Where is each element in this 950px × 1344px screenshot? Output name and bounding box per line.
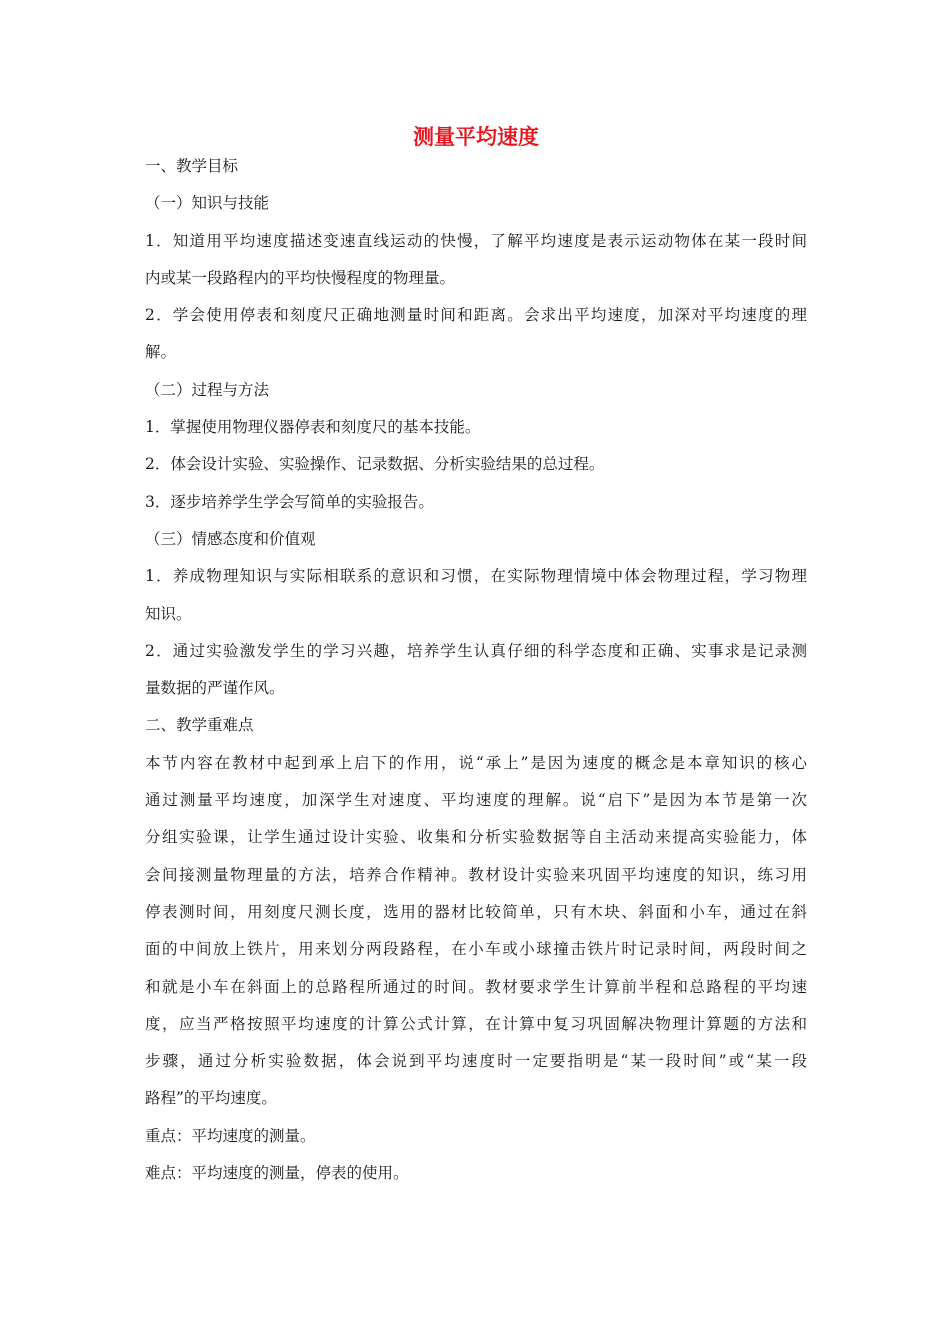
text-line: 度，应当严格按照平均速度的计算公式计算，在计算中复习巩固解决物理计算题的方法和 (145, 1014, 807, 1033)
text-line: 难点：平均速度的测量，停表的使用。 (145, 1164, 409, 1183)
text-line: （三）情感态度和价值观 (145, 529, 316, 548)
text-line: 停表测时间，用刻度尺测长度，选用的器材比较简单，只有木块、斜面和小车，通过在斜 (145, 902, 807, 921)
text-line: 量数据的严谨作风。 (145, 679, 285, 698)
text-line: 2．体会设计实验、实验操作、记录数据、分析实验结果的总过程。 (145, 455, 605, 474)
text-line: 和就是小车在斜面上的总路程所通过的时间。教材要求学生计算前半程和总路程的平均速 (145, 977, 807, 996)
text-line: 步骤，通过分析实验数据，体会说到平均速度时一定要指明是“某一段时间”或“某一段 (145, 1052, 807, 1071)
text-line: 路程”的平均速度。 (145, 1089, 277, 1108)
text-line: （二）过程与方法 (145, 380, 270, 399)
text-line: 2．通过实验激发学生的学习兴趣，培养学生认真仔细的科学态度和正确、实事求是记录测 (145, 641, 807, 660)
text-line: 通过测量平均速度，加深学生对速度、平均速度的理解。说“启下”是因为本节是第一次 (145, 791, 807, 810)
text-line: 二、教学重难点 (145, 716, 254, 735)
text-line: 解。 (145, 343, 177, 362)
document-body (145, 148, 807, 1192)
text-line: 1．掌握使用物理仪器停表和刻度尺的基本技能。 (145, 418, 481, 437)
text-line: 3．逐步培养学生学会写简单的实验报告。 (145, 492, 434, 511)
page-title: 测量平均速度 (413, 124, 539, 149)
text-line: （一）知识与技能 (145, 194, 270, 213)
text-line: 面的中间放上铁片，用来划分两段路程，在小车或小球撞击铁片时记录时间，两段时间之 (145, 940, 807, 959)
text-line: 知识。 (145, 604, 192, 623)
text-line: 内或某一段路程内的平均快慢程度的物理量。 (145, 268, 456, 287)
text-line: 分组实验课，让学生通过设计实验、收集和分析实验数据等自主活动来提高实验能力，体 (145, 828, 807, 847)
text-line: 1．养成物理知识与实际相联系的意识和习惯，在实际物理情境中体会物理过程，学习物理 (145, 567, 807, 586)
text-line: 会间接测量物理量的方法，培养合作精神。教材设计实验来巩固平均速度的知识，练习用 (145, 865, 807, 884)
text-line: 重点：平均速度的测量。 (145, 1126, 316, 1145)
text-line: 一、教学目标 (145, 157, 239, 175)
text-line: 本节内容在教材中起到承上启下的作用，说“承上”是因为速度的概念是本章知识的核心 (145, 753, 807, 772)
text-line: 2．学会使用停表和刻度尺正确地测量时间和距离。会求出平均速度，加深对平均速度的理 (145, 306, 807, 325)
text-line: 1．知道用平均速度描述变速直线运动的快慢，了解平均速度是表示运动物体在某一段时间 (145, 231, 807, 250)
